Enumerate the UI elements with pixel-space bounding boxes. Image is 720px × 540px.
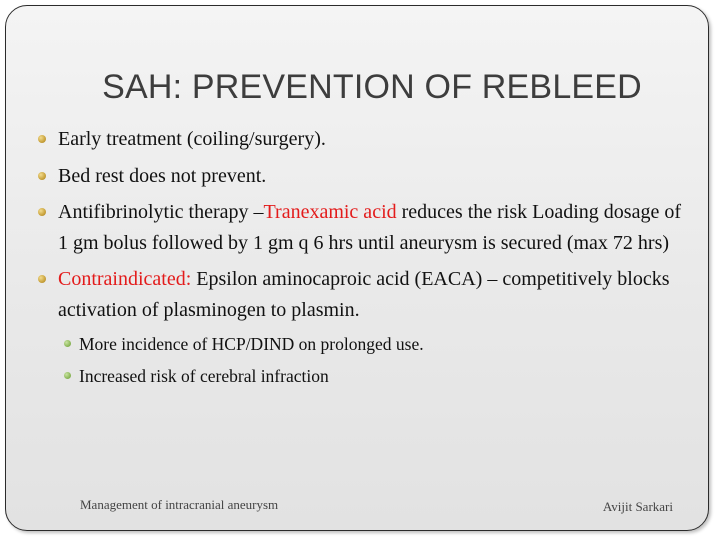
footer-right: Avijit Sarkari [602,499,673,514]
sub-bullet-item [36,331,686,357]
slide-title: SAH: PREVENTION OF REBLEED [102,68,642,106]
bullet-dot-icon [38,275,46,283]
slide [5,5,709,531]
sub-bullet-dot-icon [64,372,71,379]
sub-bullet-text: More incidence of HCP/DIND on prolonged use. [79,334,424,354]
sub-bullet-text: Increased risk of cerebral infraction [79,366,329,386]
footer-left: Management of intracranial aneurysm [80,497,279,512]
bullet-dot-icon [38,208,46,216]
bullet-text: Early treatment (coiling/surgery). [58,128,326,150]
sub-bullet-item [36,363,686,389]
bullet-text: Epsilon aminocaproic acid (EACA) – competitively blocks activation of plasminogen to plasmin. [58,268,670,321]
bullet-item [36,264,686,325]
sub-bullet-dot-icon [64,340,71,347]
bullet-text: Antifibrinolytic therapy – [58,201,264,223]
bullet-text: reduces the risk Loading dosage of 1 gm bolus followed by 1 gm q 6 hrs until aneurysm is secured (max 72 hrs) [58,201,681,254]
slide-content [36,124,686,395]
bullet-item [36,161,686,192]
bullet-text: Bed rest does not prevent. [58,164,267,187]
bullet-item [36,197,686,258]
bullet-item [36,124,686,155]
bullet-dot-icon [38,135,46,143]
highlight-text: Tranexamic acid [263,201,397,223]
highlight-text: Contraindicated: [58,268,192,290]
bullet-dot-icon [38,172,46,180]
